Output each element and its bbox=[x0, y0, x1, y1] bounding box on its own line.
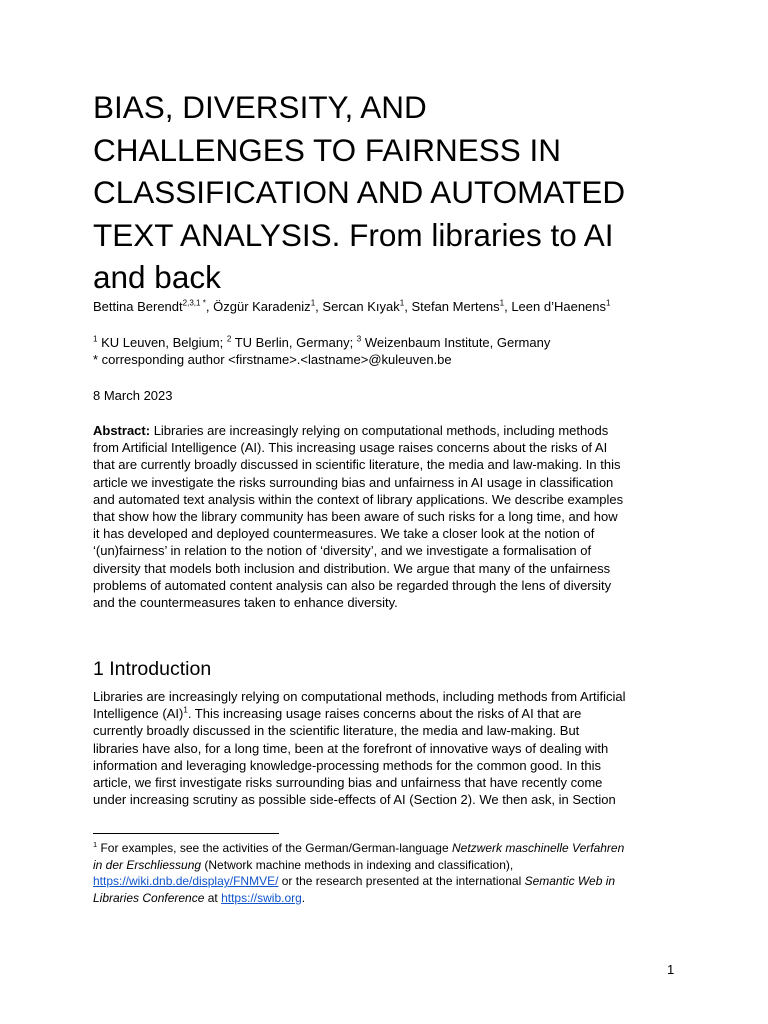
affiliation-marker: 1 bbox=[93, 334, 98, 344]
footnote-text: or the research presented at the international bbox=[278, 874, 525, 889]
footnote-divider bbox=[93, 833, 279, 834]
footnote-italic: in der Erschliessung bbox=[93, 857, 202, 872]
footnote-line bbox=[93, 840, 693, 857]
affiliations bbox=[93, 334, 693, 368]
footnote-text: . bbox=[301, 890, 306, 905]
affiliation-marker: 2 bbox=[226, 334, 232, 344]
body-text: . This increasing usage raises concerns about the risks of AI that are bbox=[187, 706, 582, 722]
abstract-text: Libraries are increasingly relying on computational methods, including methods bbox=[150, 423, 609, 438]
title-line: CLASSIFICATION AND AUTOMATED bbox=[93, 174, 626, 210]
author-name: Leen d’Haenens bbox=[511, 299, 607, 314]
section-heading-introduction: 1 Introduction bbox=[93, 658, 212, 680]
abstract bbox=[93, 422, 683, 611]
author-name: Stefan Mertens bbox=[411, 299, 500, 314]
abstract-line: problems of automated content analysis can also be regarded through the lens of diversity bbox=[93, 577, 612, 593]
affiliation-text: TU Berlin, Germany; bbox=[231, 335, 357, 350]
footnote-italic: Libraries Conference bbox=[93, 890, 205, 905]
abstract-line: and automated text analysis within the context of library applications. We describe examples bbox=[93, 491, 624, 507]
footnote-text: at bbox=[204, 890, 222, 905]
author-affiliation-marker: 1 bbox=[499, 298, 505, 308]
affiliation-marker: 3 bbox=[356, 334, 362, 344]
author-separator: , bbox=[315, 299, 323, 314]
author-affiliation-marker: 1 bbox=[606, 298, 611, 308]
footnote-line bbox=[93, 890, 693, 907]
title-line: BIAS, DIVERSITY, AND bbox=[93, 89, 427, 125]
abstract-line: diversity that models both inclusion and distribution. We argue that many of the unfairness bbox=[93, 560, 611, 576]
author-name: Sercan Kıyak bbox=[322, 299, 400, 314]
footnote-link-dnb[interactable]: https://wiki.dnb.de/display/FNMVE/ bbox=[93, 874, 279, 889]
abstract-line: article we investigate the risks surrounding bias and unfairness in AI usage in classification bbox=[93, 474, 614, 490]
footnote-text: (Network machine methods in indexing and classification), bbox=[201, 857, 514, 872]
footnote-number: 1 bbox=[93, 840, 98, 849]
corresponding-author: * corresponding author <firstname>.<lastname>@kuleuven.be bbox=[93, 352, 452, 367]
footnote bbox=[93, 840, 693, 906]
abstract-line bbox=[93, 422, 683, 439]
abstract-line: it has developed and deployed countermeasures. We take a closer look at the notion of bbox=[93, 526, 595, 542]
body-text: Intelligence (AI) bbox=[93, 706, 184, 722]
introduction-paragraph bbox=[93, 688, 683, 808]
author-separator: , bbox=[504, 299, 512, 314]
footnote-text: For examples, see the activities of the German/German-language bbox=[97, 841, 452, 855]
abstract-line: from Artificial Intelligence (AI). This increasing usage raises concerns about the risks of AI bbox=[93, 440, 608, 456]
publication-date: 8 March 2023 bbox=[93, 388, 173, 403]
body-line: information and leveraging knowledge-processing methods for the common good. In this bbox=[93, 757, 602, 773]
abstract-line: ‘(un)fairness’ in relation to the notion of ‘diversity’, and we investigate a formalisation of bbox=[93, 543, 592, 559]
body-line: libraries have also, for a long time, been at the forefront of innovative ways of dealing with bbox=[93, 740, 609, 756]
abstract-line: that show how the library community has been aware of such risks for a long time, and how bbox=[93, 509, 618, 525]
body-line: Libraries are increasingly relying on computational methods, including methods from Artificial bbox=[93, 689, 626, 704]
title-line: and back bbox=[93, 259, 221, 295]
abstract-line: and the countermeasures taken to enhance diversity. bbox=[93, 595, 398, 611]
paper-title bbox=[93, 86, 683, 299]
footnote-italic: Semantic Web in bbox=[524, 874, 616, 889]
affiliation-text: KU Leuven, Belgium; bbox=[97, 335, 227, 350]
title-line: TEXT ANALYSIS. From libraries to AI bbox=[93, 216, 614, 253]
affiliation-line bbox=[93, 334, 693, 351]
author-affiliation-marker: 1 bbox=[310, 298, 316, 308]
title-line: CHALLENGES TO FAIRNESS IN bbox=[93, 131, 561, 168]
abstract-label: Abstract: bbox=[93, 423, 151, 438]
author-name: Bettina Berendt bbox=[93, 299, 183, 314]
author-separator: , bbox=[205, 299, 214, 314]
body-line bbox=[93, 705, 683, 722]
footnote-marker[interactable]: 1 bbox=[183, 705, 188, 715]
author-affiliation-marker: 1 bbox=[399, 298, 405, 308]
affiliation-text: Weizenbaum Institute, Germany bbox=[361, 335, 551, 350]
author-name: Özgür Karadeniz bbox=[213, 299, 311, 314]
abstract-line: that are currently broadly discussed in scientific literature, the media and law-making. In this bbox=[93, 457, 621, 473]
page-number: 1 bbox=[667, 962, 675, 977]
author-affiliation-marker: 2,3,1 * bbox=[182, 298, 206, 308]
author-separator: , bbox=[404, 299, 412, 314]
footnote-line bbox=[93, 873, 693, 890]
footnote-line bbox=[93, 857, 693, 874]
body-line: under increasing scrutiny as possible side-effects of AI (Section 2). We then ask, in Section bbox=[93, 792, 616, 808]
author-list bbox=[93, 298, 693, 315]
footnote-link-swib[interactable]: https://swib.org bbox=[221, 890, 302, 905]
body-line: article, we first investigate risks surrounding bias and unfairness that have recently come bbox=[93, 775, 603, 791]
footnote-italic: Netzwerk maschinelle Verfahren bbox=[451, 841, 625, 855]
body-line: currently broadly discussed in the scientific literature, the media and law-making. But bbox=[93, 723, 580, 739]
